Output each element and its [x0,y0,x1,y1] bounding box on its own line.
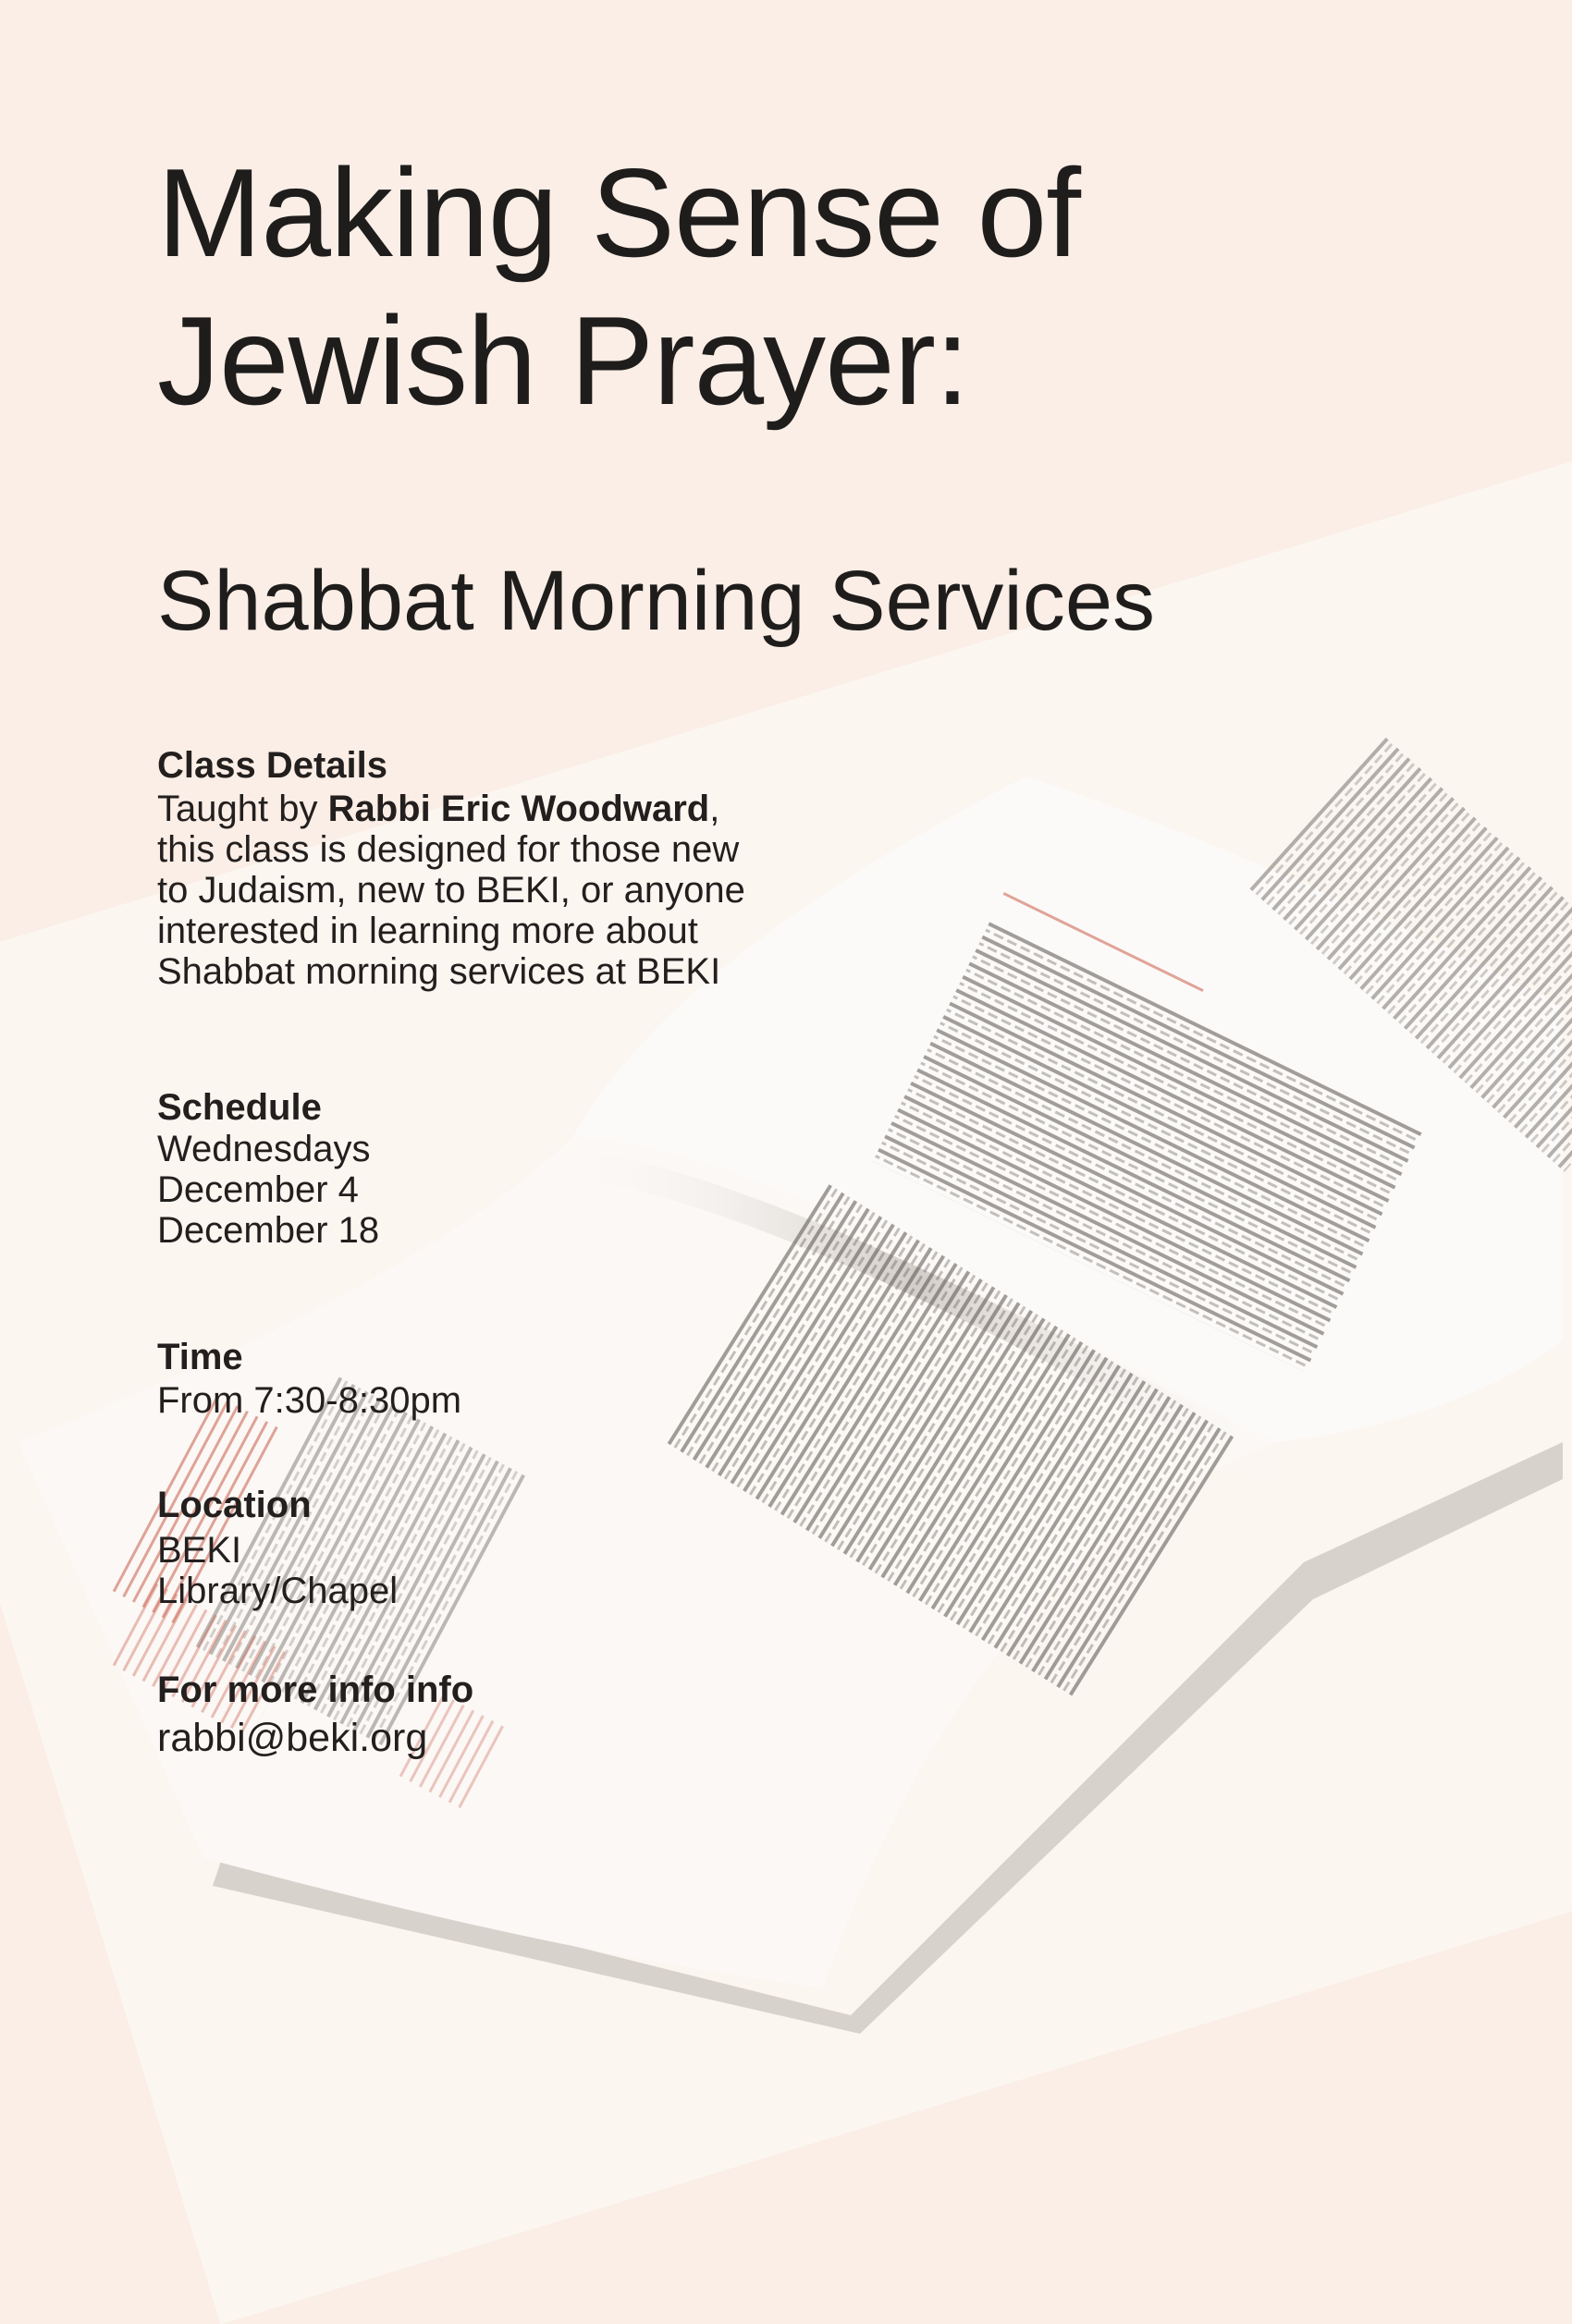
taught-by-prefix: Taught by [157,789,328,829]
title-line-1: Making Sense of [157,142,1081,283]
location-line: BEKI [157,1530,242,1571]
time-value: From 7:30-8:30pm [157,1380,462,1421]
schedule-text [157,1129,379,1251]
class-details-line: Shabbat morning services at BEKI [157,951,721,992]
title-line-2: Jewish Prayer: [157,290,969,431]
time-heading: Time [157,1337,243,1377]
contact-heading: For more info info [157,1670,474,1710]
class-details-heading: Class Details [157,745,388,786]
location-heading: Location [157,1485,312,1525]
contact-section [157,1669,473,1761]
class-details-line: to Judaism, new to BEKI, or anyone [157,870,745,911]
contact-email: rabbi@beki.org [157,1716,428,1760]
class-details-line: this class is designed for those new [157,829,740,870]
subtitle: Shabbat Morning Services [157,554,1156,648]
location-section [157,1484,398,1611]
class-details-text [157,789,745,992]
schedule-date: December 4 [157,1169,359,1210]
location-text [157,1530,398,1611]
time-section [157,1336,461,1421]
schedule-section [157,1086,379,1251]
rabbi-name: Rabbi Eric Woodward [327,789,710,829]
schedule-day: Wednesdays [157,1129,371,1169]
title [157,139,1080,434]
taught-by-suffix: , [709,789,720,829]
location-line: Library/Chapel [157,1571,399,1611]
class-details-section [157,744,745,992]
schedule-heading: Schedule [157,1087,322,1128]
schedule-date: December 18 [157,1210,380,1251]
class-details-line: interested in learning more about [157,911,698,951]
